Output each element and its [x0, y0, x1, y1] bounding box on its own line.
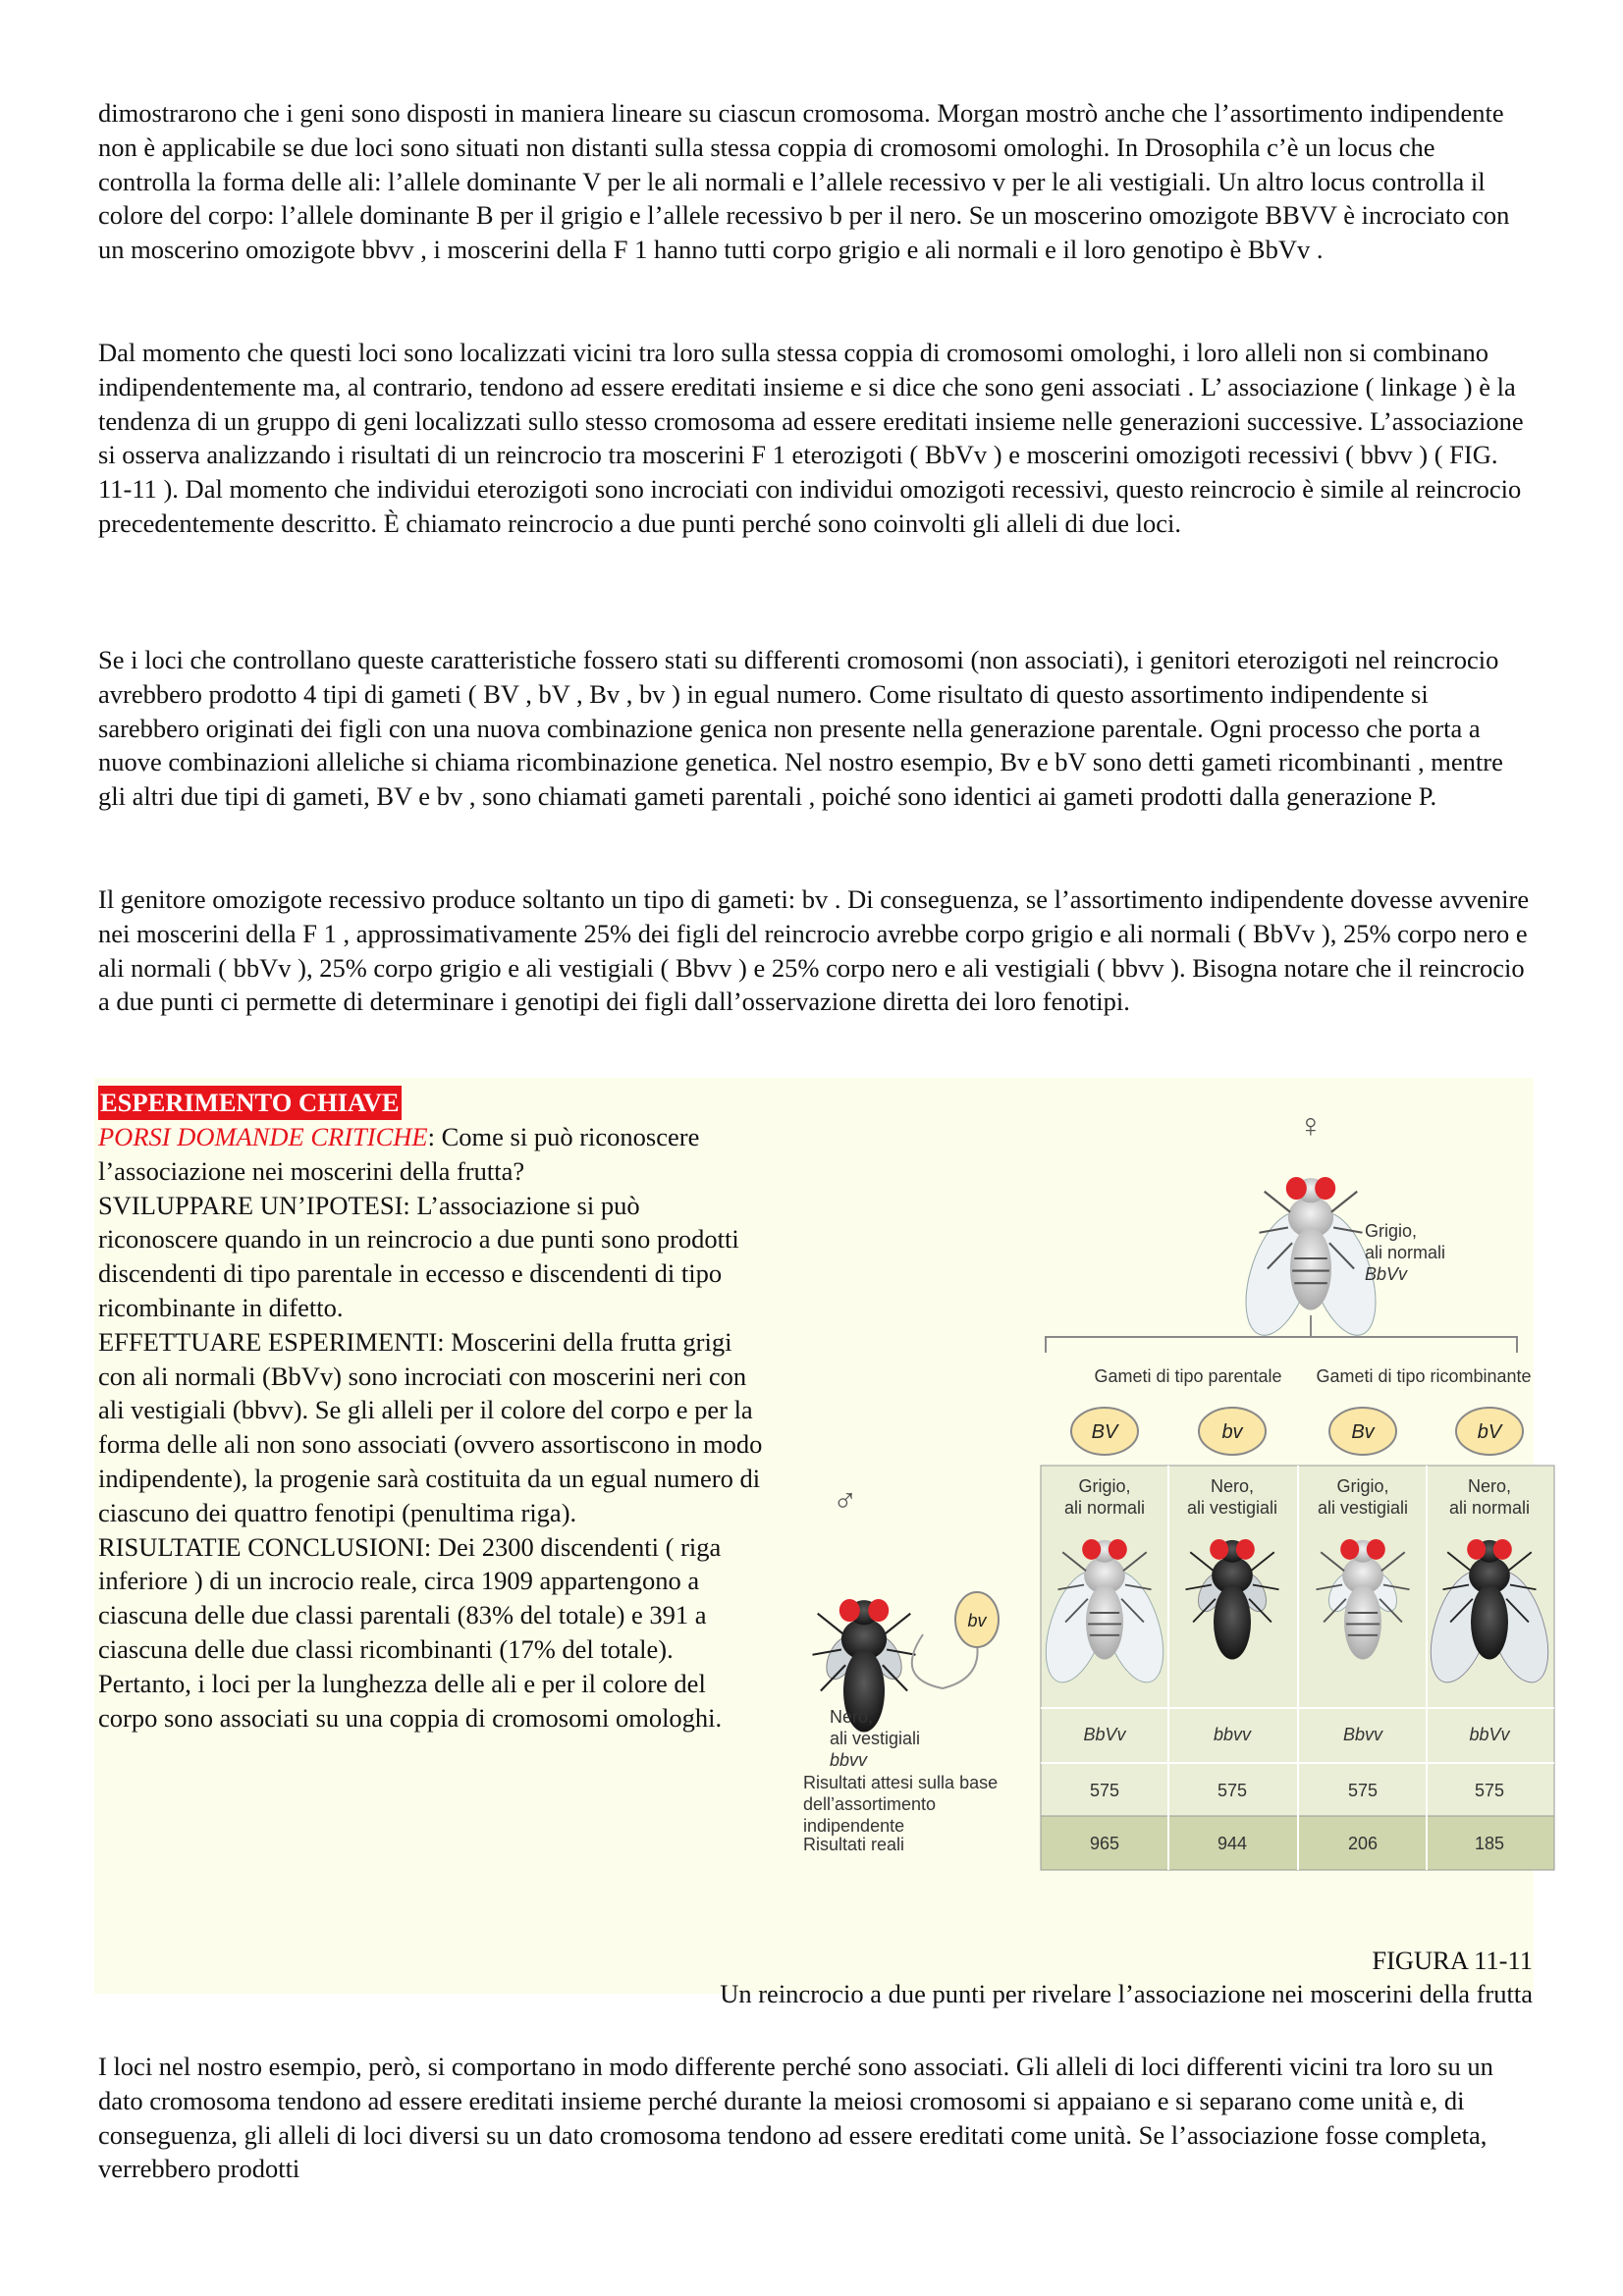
paragraph-1: dimostrarono che i geni sono disposti in maniera lineare su ciascun cromosoma. Morgan mostrò anche che l’assortimento indipendente non è applicabile se due loci sono situati non distanti sulla stessa coppia di cromosomi omologhi. In Drosophila c’è un locus che controlla la forma delle ali: l’allele dominante V per le ali normali e l’allele recessivo v per le ali vestigiali. Un altro locus controlla il colore del corpo: l’allele dominante B per il grigio e l’allele recessivo b per il nero. Se un moscerino omozigote BBVV è incrociato con un moscerino omozigote bbvv , i moscerini della F 1 hanno tutti corpo grigio e ali normali e il loro genotipo è BbVv .	[98, 98, 1510, 265]
paragraph-3: Se i loci che controllano queste caratteristiche fossero stati su differenti cromosomi (non associati), i genitori eterozigoti nel reincrocio avrebbero prodotto 4 tipi di gameti ( BV , bV , Bv , bv ) in egual numero. Come risultato di questo assortimento indipendente si sarebbero originati dei figli con una nuova combinazione genica non presente nella generazione parentale. Ogni processo che porta a nuove combinazioni alleliche si chiama ricombinazione genetica. Nel nostro esempio, Bv e bV sono detti gameti ricombinanti , mentre gli altri due tipi di gameti, BV e bv , sono chiamati gameti parentali , poiché sono identici ai gameti prodotti dalla generazione P.	[98, 645, 1503, 812]
genotype-2: bbvv	[1213, 1725, 1252, 1744]
actual-2: 944	[1217, 1834, 1248, 1853]
gamete-BV	[1071, 1408, 1138, 1455]
gamete-bV	[1456, 1408, 1523, 1455]
phenotype-1-label: Grigio, ali normali	[1063, 1476, 1146, 1518]
figure-caption-number: FIGURA 11-11	[1372, 1946, 1533, 1975]
experiments-text: EFFETTUARE ESPERIMENTI: Moscerini della frutta grigi con ali normali (BbVv) sono incrociati con moscerini neri con ali vestigiali (bbvv). Se gli alleli per il colore del corpo e per la forma delle ali non sono associati (ovvero assortiscono in modo indipendente), la progenie sarà costituita da un egual numero di ciascuno dei quattro fenotipi (penultima riga).	[98, 1326, 763, 1527]
genotype-4: bbVv	[1469, 1725, 1510, 1744]
expected-2: 575	[1217, 1781, 1248, 1800]
actual-1: 965	[1089, 1834, 1120, 1853]
genotype-1: BbVv	[1083, 1725, 1126, 1744]
figure-11-11	[776, 1090, 1561, 1914]
male-symbol: ♂	[833, 1482, 858, 1520]
gamete-Bv	[1329, 1408, 1396, 1455]
expected-4: 575	[1474, 1781, 1505, 1800]
female-parent-label: Grigio, ali normali BbVv	[1365, 1221, 1446, 1284]
key-experiment-title: ESPERIMENTO CHIAVE	[98, 1086, 402, 1120]
actual-results-label: Risultati reali	[803, 1835, 905, 1854]
parental-gametes-header: Gameti di tipo parentale	[1094, 1366, 1282, 1386]
gamete-bracket	[1046, 1337, 1517, 1353]
gamete-bv	[1199, 1408, 1266, 1455]
phenotype-3-label: Grigio, ali vestigiali	[1317, 1476, 1409, 1518]
paragraph-2: Dal momento che questi loci sono localizzati vicini tra loro sulla stessa coppia di cromosomi omologhi, i loro alleli non si combinano indipendentemente ma, al contrario, tendono ad essere ereditati insieme e si dice che sono geni associati . L’ associazione ( linkage ) è la tendenza di un gruppo di geni localizzati sullo stesso cromosoma ad essere ereditati insieme nelle generazioni successive. L’associazione si osserva analizzando i risultati di un reincrocio tra moscerini F 1 eterozigoti ( BbVv ) e moscerini omozigoti recessivi ( bbvv ) ( FIG. 11-11 ). Dal momento che individui eterozigoti sono incrociati con individui omozigoti recessivi, questo reincrocio è simile al reincrocio precedentemente descritto. È chiamato reincrocio a due punti perché sono coinvolti gli alleli di due loci.	[98, 338, 1524, 538]
phenotype-4-label: Nero, ali normali	[1448, 1476, 1531, 1518]
question-label: PORSI DOMANDE CRITICHE	[98, 1122, 428, 1151]
svg-text:bv: bv	[1221, 1421, 1243, 1443]
female-symbol: ♀	[1298, 1107, 1324, 1145]
expected-results-label: Risultati attesi sulla base dell’assortimento indipendente	[803, 1773, 999, 1836]
svg-text:Bv: Bv	[1351, 1421, 1375, 1443]
svg-text:BV: BV	[1091, 1421, 1118, 1443]
results-text: RISULTATIE CONCLUSIONI: Dei 2300 discendenti ( riga inferiore ) di un incrocio reale, circa 1909 appartengono a ciascuna delle due classi parentali (83% del totale) e 391 a ciascuna delle due classi ricombinanti (17% del totale). Pertanto, i loci per la lunghezza delle ali e per il colore del corpo sono associati su una coppia di cromosomi omologhi.	[98, 1531, 723, 1733]
svg-text:bV: bV	[1477, 1421, 1502, 1443]
key-experiment-text	[98, 1120, 766, 1735]
actual-3: 206	[1347, 1834, 1379, 1853]
paragraph-4: Il genitore omozigote recessivo produce soltanto un tipo di gameti: bv . Di conseguenza, se l’assortimento indipendente dovesse avvenire nei moscerini della F 1 , approssimativamente 25% dei figli del reincrocio avrebbe corpo grigio e ali normali ( BbVv ), 25% corpo nero e ali normali ( bbVv ), 25% corpo grigio e ali vestigiali ( Bbvv ) e 25% corpo nero e ali vestigiali ( bbvv ). Bisogna notare che il reincrocio a due punti ci permette di determinare i genotipi dei figli dall’osservazione diretta dei loro fenotipi.	[98, 884, 1530, 1017]
question-text: : Come si può riconoscere l’associazione nei moscerini della frutta?	[98, 1122, 700, 1186]
paragraph-5: I loci nel nostro esempio, però, si comportano in modo differente perché sono associati. Gli alleli di loci differenti vicini tra loro su un dato cromosoma tendono ad essere ereditati insieme perché durante la meiosi cromosomi si appaiano e si separano come unità e, di conseguenza, gli alleli di loci diversi su un dato cromosoma tendono ad essere ereditati come unità. Se l’associazione fosse completa, verrebbero prodotti	[98, 2052, 1493, 2184]
phenotype-2-label: Nero, ali vestigiali	[1186, 1476, 1278, 1518]
recombinant-gametes-header: Gameti di tipo ricombinante	[1316, 1366, 1532, 1386]
male-parent-label: Nero, ali vestigiali bbvv	[830, 1707, 921, 1770]
expected-1: 575	[1089, 1781, 1120, 1800]
figure-caption-title: Un reincrocio a due punti per rivelare l’associazione nei moscerini della frutta	[720, 1979, 1533, 2008]
hypothesis-text: SVILUPPARE UN’IPOTESI: L’associazione si può riconoscere quando in un reincrocio a due punti sono prodotti discendenti di tipo parentale in eccesso e discendenti di tipo ricombinante in difetto.	[98, 1190, 739, 1322]
expected-3: 575	[1347, 1781, 1379, 1800]
actual-4: 185	[1474, 1834, 1505, 1853]
genotype-3: Bbvv	[1342, 1725, 1383, 1744]
svg-text:bv: bv	[967, 1611, 987, 1630]
male-gamete	[912, 1592, 999, 1688]
